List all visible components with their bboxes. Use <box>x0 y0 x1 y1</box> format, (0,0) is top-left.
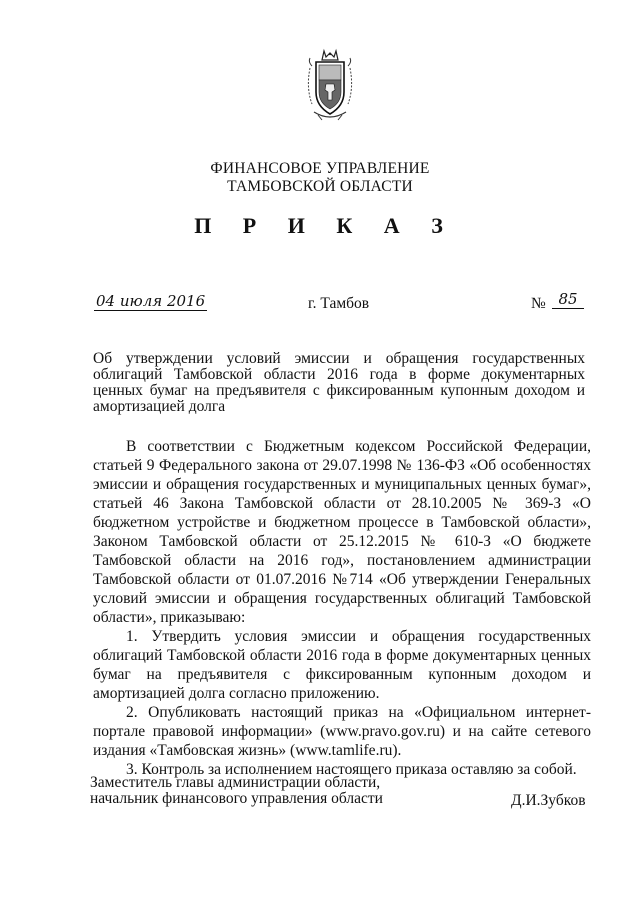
signatory-name: Д.И.Зубков <box>511 792 586 809</box>
organization-name-line1: ФИНАНСОВОЕ УПРАВЛЕНИЕ <box>210 160 430 177</box>
preamble-paragraph: В соответствии с Бюджетным кодексом Российской Федерации, статьей 9 Федерального закона от 29.07.1998 № 136-ФЗ «Об особенностях эмиссии и обращения государственных и муниципальных ценных бумаг», статьей 46 Закона Тамбовской области от 28.10.2005 № 369-З «О бюджетном устройстве и бюджетном процессе в Тамбовской области», Законом Тамбовской области от 25.12.2015 № 610-З «О бюджете Тамбовской области на 2016 год», постановлением администрации Тамбовской области от 01.07.2016 №714 «Об утверждении Генеральных условий эмиссии и обращения государственных облигаций Тамбовской области», приказываю: <box>93 438 591 626</box>
number-label: № <box>531 295 546 312</box>
document-title: П Р И К А З <box>194 213 456 238</box>
order-item-3: 3. Контроль за исполнением настоящего приказа оставляю за собой. <box>126 761 577 778</box>
organization-name-line2: ТАМБОВСКОЙ ОБЛАСТИ <box>227 178 413 195</box>
order-item-1: 1. Утвердить условия эмиссии и обращения государственных облигаций Тамбовской области 2016 года в форме документарных ценных бумаг на предъявителя с фиксированным купонным доходом и амортизацией долга согласно приложению. <box>93 628 591 702</box>
document-number: 85 <box>552 290 584 309</box>
signatory-position <box>90 775 383 807</box>
document-city: г. Тамбов <box>308 295 370 312</box>
order-item-2: 2. Опубликовать настоящий приказ на «Официальном интернет-портале правовой информации» (www.pravo.gov.ru) и на сайте сетевого издания «Тамбовская жизнь» (www.tamlife.ru). <box>93 704 591 759</box>
signatory-position-line1: Заместитель главы администрации области, <box>90 774 381 791</box>
signatory-position-line2: начальник финансового управления области <box>90 790 383 807</box>
document-subject: Об утверждении условий эмиссии и обращения государственных облигаций Тамбовской области 2016 года в форме документарных ценных бумаг на предъявителя с фиксированным купонным доходом и амортизацией долга <box>93 350 585 415</box>
document-body <box>93 437 591 779</box>
document-date: 04 июля 2016 <box>96 292 206 310</box>
coat-of-arms-emblem <box>304 48 356 122</box>
